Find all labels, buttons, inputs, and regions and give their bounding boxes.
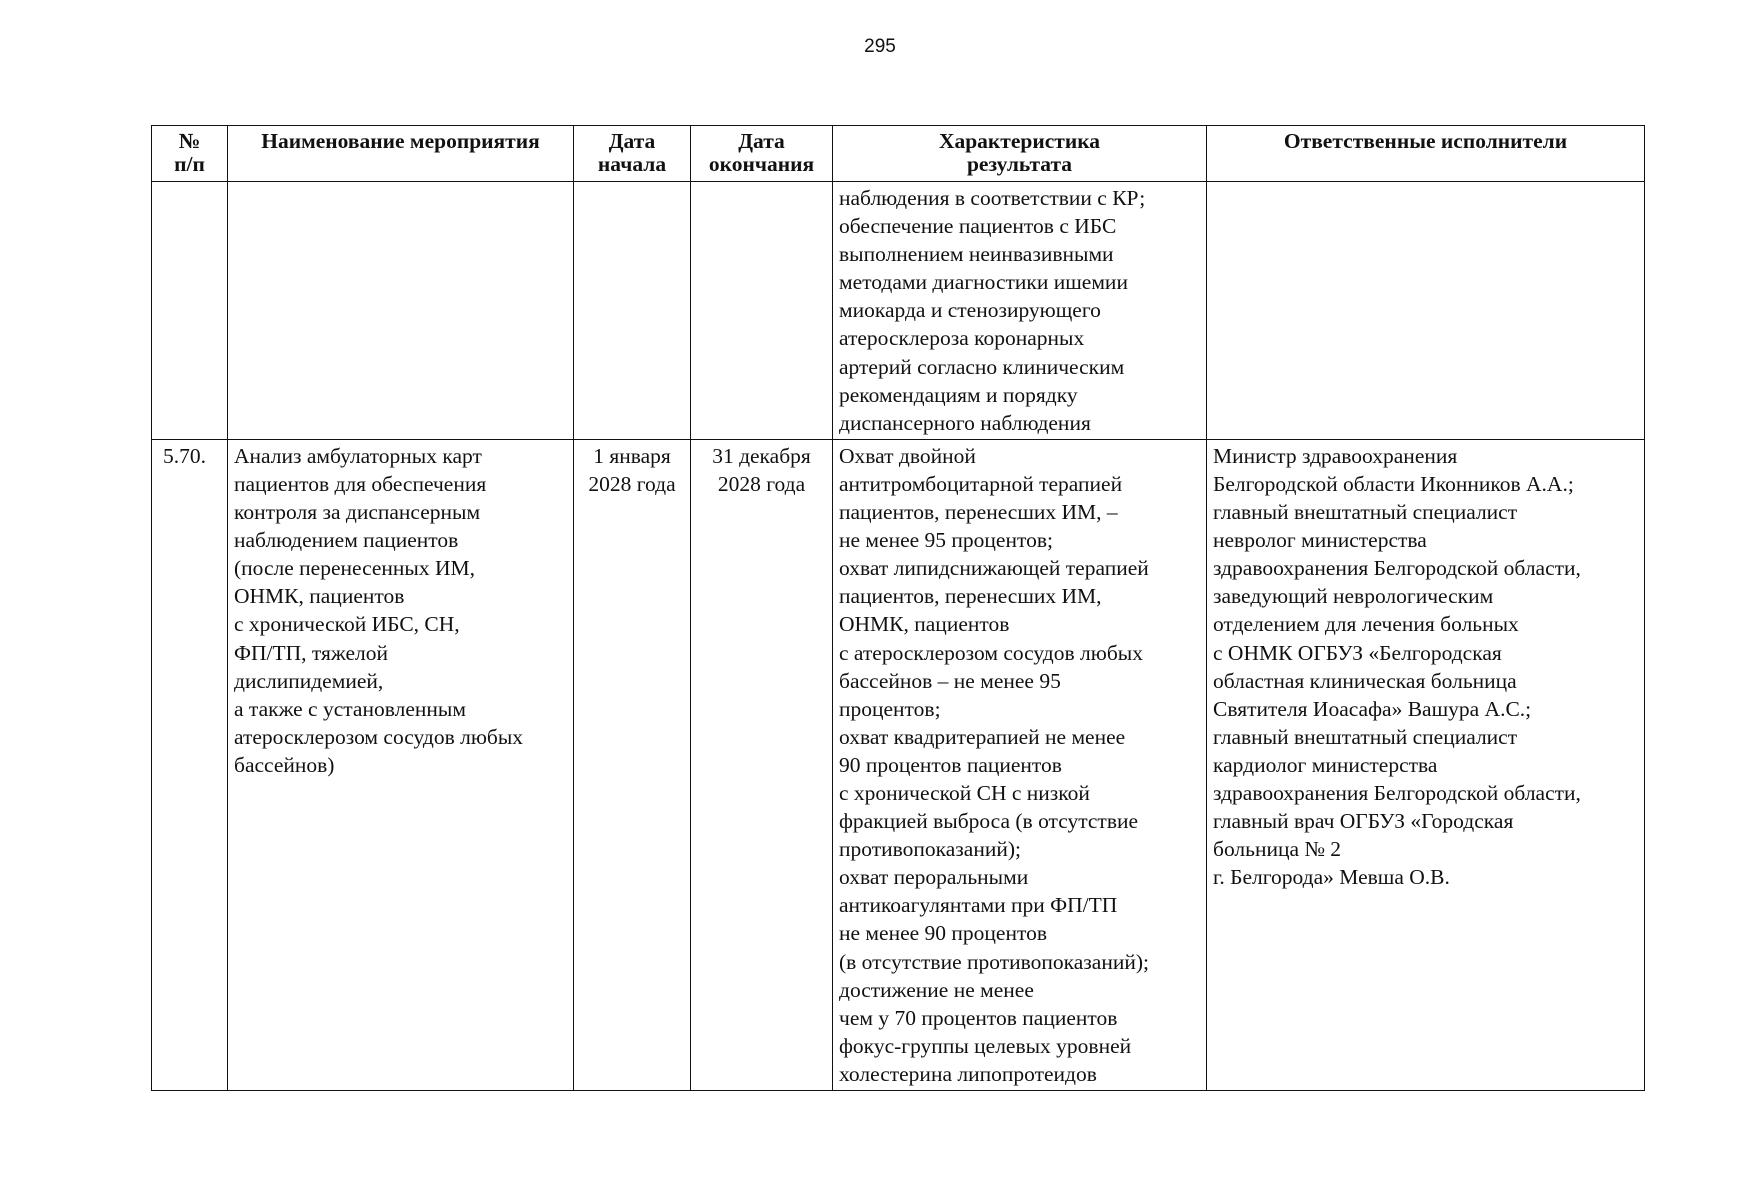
cell-responsible [1207,182,1645,440]
header-end-date: Дата окончания [691,126,833,182]
cell-num: 5.70. [152,439,228,1090]
cell-result: Охват двойной антитромбоцитарной терапией пациентов, перенесших ИМ, – не менее 95 процентов; охват липидснижающей терапией пациентов, перенесших ИМ, ОНМК, пациентов с атеросклерозом сосудов любых бассейнов – не менее 95 процентов; охват квадритерапией не менее 90 процентов пациентов с хронической СН с низкой фракцией выброса (в отсутствие противопоказаний); охват пероральными антикоагулянтами при ФП/ТП не менее 90 процентов (в отсутствие противопоказаний); достижение не менее чем у 70 процентов пациентов фокус-группы целевых уровней холестерина липопротеидов [833,439,1207,1090]
table-row [152,182,1645,440]
header-num: № п/п [152,126,228,182]
table-row [152,439,1645,1090]
events-table [151,125,1645,1091]
cell-name [228,182,574,440]
cell-end-date: 31 декабря 2028 года [691,439,833,1090]
cell-start-date [574,182,691,440]
header-name: Наименование мероприятия [228,126,574,182]
cell-end-date [691,182,833,440]
header-responsible: Ответственные исполнители [1207,126,1645,182]
cell-responsible: Министр здравоохранения Белгородской области Иконников А.А.; главный внештатный специалист невролог министерства здравоохранения Белгородской области, заведующий неврологическим отделением для лечения больных с ОНМК ОГБУЗ «Белгородская областная клиническая больница Святителя Иоасафа» Вашура А.С.; главный внештатный специалист кардиолог министерства здравоохранения Белгородской области, главный врач ОГБУЗ «Городская больница № 2 г. Белгорода» Мевша О.В. [1207,439,1645,1090]
cell-num [152,182,228,440]
header-start-date: Дата начала [574,126,691,182]
page-number: 295 [864,36,896,57]
cell-name: Анализ амбулаторных карт пациентов для обеспечения контроля за диспансерным наблюдением пациентов (после перенесенных ИМ, ОНМК, пациентов с хронической ИБС, СН, ФП/ТП, тяжелой дислипидемией, а также с установленным атеросклерозом сосудов любых бассейнов) [228,439,574,1090]
table-header-row [152,126,1645,182]
cell-start-date: 1 января 2028 года [574,439,691,1090]
header-result: Характеристика результата [833,126,1207,182]
cell-result: наблюдения в соответствии с КР; обеспечение пациентов с ИБС выполнением неинвазивными методами диагностики ишемии миокарда и стенозирующего атеросклероза коронарных артерий согласно клиническим рекомендациям и порядку диспансерного наблюдения [833,182,1207,440]
